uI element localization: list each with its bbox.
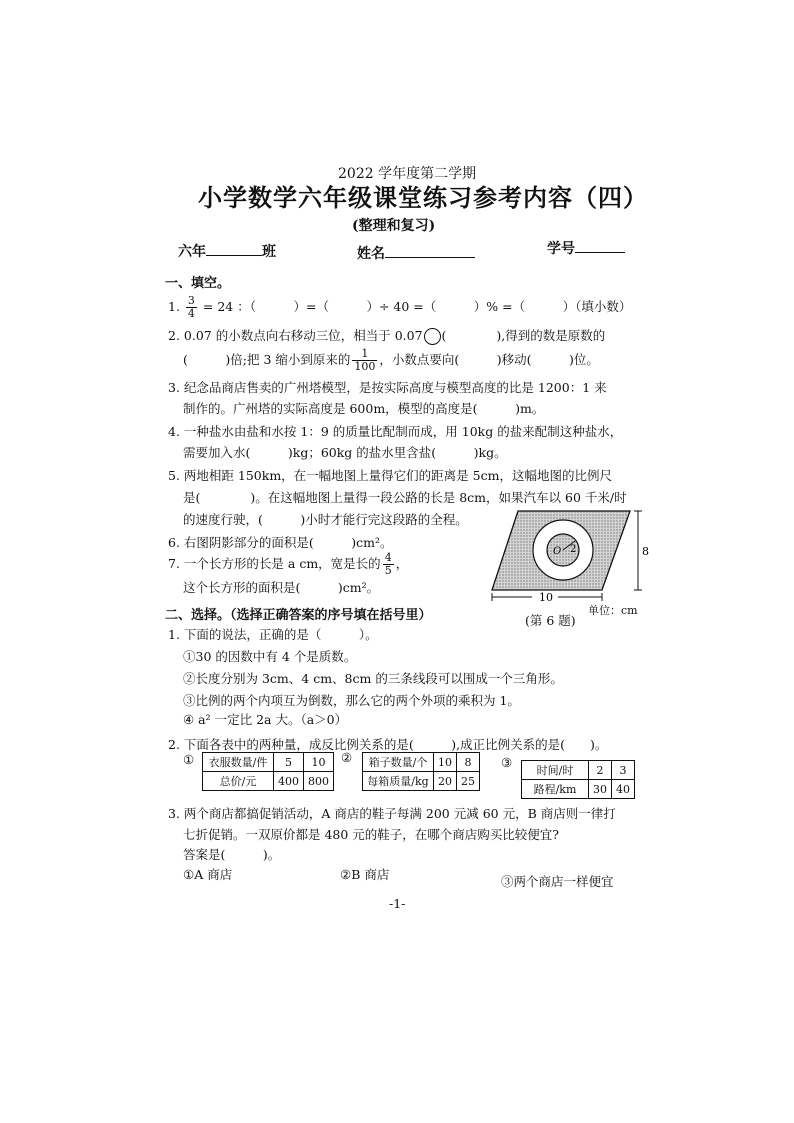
class-prefix: 六年	[178, 244, 206, 260]
table-cell: 衣服数量/件	[203, 753, 274, 772]
operator-circle-blank[interactable]	[424, 328, 441, 345]
page-title: 小学数学六年级课堂练习参考内容（四）	[198, 183, 648, 212]
class-field	[178, 241, 276, 261]
q2-text-a: 0.07 的小数点向右移动三位，相当于 0.07	[183, 328, 423, 343]
s2-q3-option-3: ③两个商店一样便宜	[501, 874, 614, 889]
table-cell: 3	[612, 761, 635, 780]
section1-heading: 一、填空。	[165, 276, 231, 291]
radius-label: 2	[570, 544, 577, 555]
s2-q3-number: 3.	[168, 806, 180, 821]
page-subtitle: (整理和复习)	[352, 218, 436, 234]
q5-text-3: 的速度行驶，( )小时才能行完这段路的全程。	[183, 512, 468, 527]
q2-frac-num: 1	[352, 348, 377, 361]
s2-q3-text-1: 两个商店都搞促销活动，A 商店的鞋子每满 200 元减 60 元，B 商店则一律打	[183, 806, 616, 821]
q5-line1	[168, 466, 612, 484]
q2-frac-den: 100	[354, 360, 376, 373]
table-row	[363, 753, 480, 772]
table-cell: 10	[434, 753, 457, 772]
q6	[168, 533, 393, 551]
s2-q3-line1	[168, 804, 616, 822]
s2-q3-option-2: ②B 商店	[340, 867, 390, 882]
s2-q1-number: 1.	[168, 627, 180, 642]
class-blank[interactable]	[206, 255, 262, 256]
table-row	[203, 753, 334, 772]
q7-frac-num: 4	[384, 551, 392, 564]
q1-frac-num: 3	[187, 294, 195, 307]
table-1	[202, 752, 334, 791]
number-label: 学号	[547, 241, 575, 257]
s2-q1-option-4: ④ a² 一定比 2a 大。（a＞0）	[183, 712, 348, 727]
table1-marker: ①	[183, 752, 195, 767]
q2-fraction	[352, 348, 377, 373]
q6-text: 右图阴影部分的面积是( )cm²。	[183, 535, 393, 550]
q1-fraction	[186, 295, 197, 320]
q5-text-1: 两地相距 150km，在一幅地图上量得它们的距离是 5cm，这幅地图的比例尺	[183, 468, 612, 483]
table-cell: 2	[589, 761, 612, 780]
s2-q1-text: 下面的说法，正确的是（ ）。	[183, 627, 378, 642]
q7-text-b: ，	[395, 556, 409, 571]
table-row	[363, 772, 480, 791]
s2-q1-option-3: ③比例的两个内项互为倒数，那么它的两个外项的乘积为 1。	[183, 693, 520, 708]
q7-fraction	[383, 552, 394, 577]
q3-text-1: 纪念品商店售卖的广州塔模型，是按实际高度与模型高度的比是 1200：1 来	[183, 380, 607, 395]
q1-number: 1.	[168, 299, 180, 314]
q4-line1	[168, 422, 622, 440]
s2-q3-option-1: ①A 商店	[183, 867, 233, 882]
number-blank[interactable]	[575, 252, 625, 253]
table-cell: 路程/km	[522, 780, 589, 799]
q2-line2	[183, 348, 599, 373]
figure-unit: 单位：cm	[588, 604, 638, 617]
table-cell: 40	[612, 780, 635, 799]
q1-frac-den: 4	[187, 307, 195, 320]
table-cell: 8	[457, 753, 480, 772]
table-cell: 5	[274, 753, 304, 772]
figure-caption: (第 6 题)	[525, 613, 576, 628]
table-cell: 箱子数量/个	[363, 753, 434, 772]
table-cell: 400	[274, 772, 304, 791]
q7-frac-den: 5	[384, 564, 392, 577]
table-cell: 800	[304, 772, 334, 791]
q3-text-2: 制作的。广州塔的实际高度是 600m，模型的高度是( )m。	[183, 401, 545, 416]
s2-q1-stem	[168, 625, 378, 643]
class-suffix: 班	[262, 244, 276, 260]
s2-q3-text-2: 七折促销。一双原价都是 480 元的鞋子，在哪个商店购买比较便宜?	[183, 827, 560, 842]
table-3	[521, 760, 635, 799]
q2-line1	[168, 326, 605, 345]
s2-q2-number: 2.	[168, 737, 180, 752]
table-cell: 总价/元	[203, 772, 274, 791]
q4-number: 4.	[168, 424, 180, 439]
number-field	[547, 238, 625, 258]
base-label: 10	[539, 591, 553, 604]
name-blank[interactable]	[385, 257, 475, 258]
q6-number: 6.	[168, 535, 180, 550]
q2-text-b: ( ),得到的数是原数的	[441, 328, 606, 343]
q1-text: = 24 ：（ ）=（ ）÷ 40 =（ ）% =（ ）（填小数）	[202, 299, 632, 314]
q1	[168, 295, 631, 320]
s2-q1-option-1: ①30 的因数中有 4 个是质数。	[183, 649, 357, 664]
q3-number: 3.	[168, 380, 180, 395]
table-2	[362, 752, 480, 791]
table-cell: 20	[434, 772, 457, 791]
center-label: O	[553, 546, 562, 557]
q5-text-2: 是( )。在这幅地图上量得一段公路的长是 8cm，如果汽车以 60 千米/时	[183, 490, 627, 505]
name-field	[357, 243, 475, 263]
q4-text-2: 需要加入水( )kg；60kg 的盐水里含盐( )kg。	[183, 445, 507, 460]
page-number: -1-	[389, 896, 406, 911]
table3-marker: ③	[501, 755, 513, 770]
q3-line1	[168, 378, 607, 396]
q4-text-1: 一种盐水由盐和水按 1：9 的质量比配制而成，用 10kg 的盐来配制这种盐水，	[183, 424, 623, 439]
q2-number: 2.	[168, 328, 180, 343]
table-cell: 30	[589, 780, 612, 799]
height-label: 8	[642, 545, 649, 558]
q2-text-d: ，小数点要向( )移动( )位。	[379, 352, 599, 367]
table-row	[522, 780, 635, 799]
table-row	[203, 772, 334, 791]
s2-q2-stem	[168, 735, 607, 753]
table-cell: 每箱质量/kg	[363, 772, 434, 791]
table-cell: 时间/时	[522, 761, 589, 780]
s2-q1-option-2: ②长度分别为 3cm、4 cm、8cm 的三条线段可以围成一个三角形。	[183, 671, 563, 686]
s2-q3-text-3: 答案是( )。	[183, 847, 281, 862]
table-cell: 25	[457, 772, 480, 791]
section2-heading: 二、选择。（选择正确答案的序号填在括号里）	[165, 608, 432, 623]
s2-q2-text: 下面各表中的两种量，成反比例关系的是( ),成正比例关系的是( )。	[183, 737, 608, 752]
q5-number: 5.	[168, 468, 180, 483]
table-cell: 10	[304, 753, 334, 772]
q2-text-c: ( )倍;把 3 缩小到原来的	[183, 352, 351, 367]
table2-marker: ②	[341, 750, 353, 765]
year-term: 2022 学年度第二学期	[338, 166, 477, 182]
name-label: 姓名	[357, 246, 385, 262]
q7-text-2: 这个长方形的面积是( )cm²。	[183, 580, 380, 595]
q7-text-a: 一个长方形的长是 a cm，宽是长的	[183, 556, 381, 571]
q7-number: 7.	[168, 556, 180, 571]
q7-line1	[168, 552, 408, 577]
table-row	[522, 761, 635, 780]
